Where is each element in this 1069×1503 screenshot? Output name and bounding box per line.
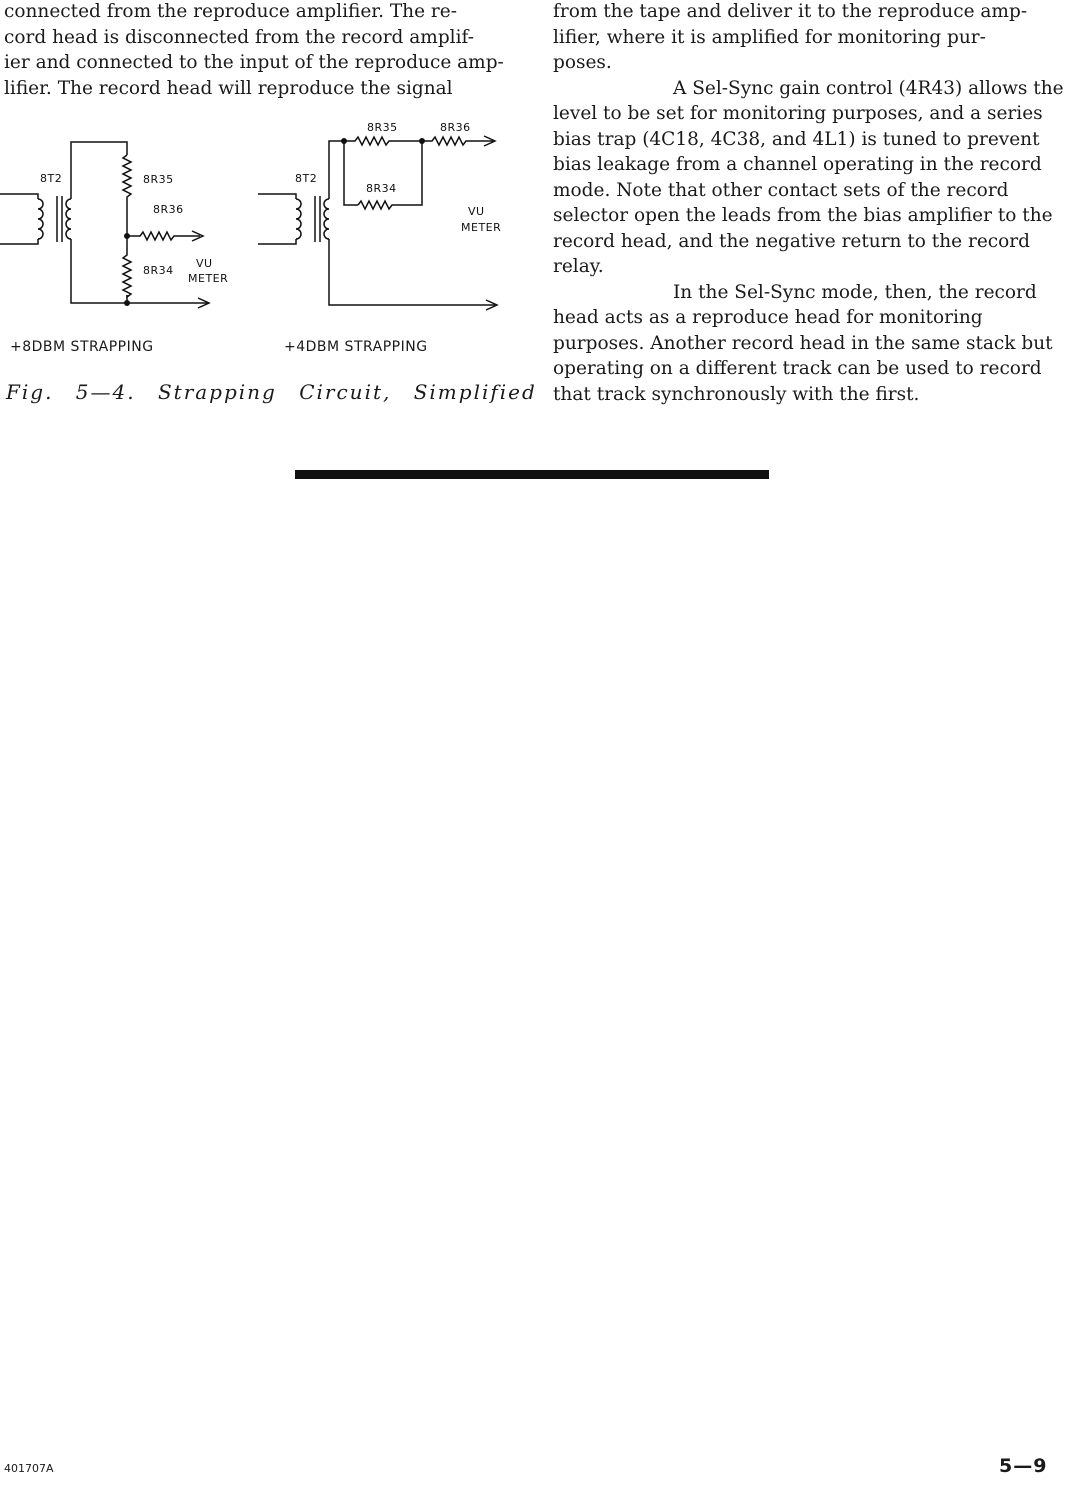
left-resistor-8r34 [123, 236, 131, 297]
left-label-meter: METER [188, 272, 229, 285]
left-label-8r34: 8R34 [143, 264, 174, 277]
left-line-4: lifier. The record head will reproduce the signal [4, 77, 453, 99]
left-transformer-primary-coil [38, 199, 43, 239]
page-number: 5—9 [999, 1455, 1048, 1477]
right-label-8r36: 8R36 [440, 121, 471, 134]
left-line-1: connected from the reproduce amplifier. The re- [4, 1, 457, 22]
left-column-text [4, 0, 524, 101]
left-resistor-8r35 [123, 155, 131, 236]
sel-sync-mode-paragraph: In the Sel-Sync mode, then, the record head acts as a reproduce head for monitoring purposes. Another record head in the same stack but operating on a different track can be used to record that track synchronously with the first. [553, 281, 1053, 405]
right-label-vu: VU [468, 205, 485, 218]
left-label-8r35: 8R35 [143, 173, 174, 186]
left-transformer-primary-lead [0, 194, 38, 244]
left-transformer-secondary-coil [66, 199, 71, 239]
left-label-8r36: 8R36 [153, 203, 184, 216]
section-divider-rule [295, 470, 769, 479]
sel-sync-gain-paragraph: A Sel-Sync gain control (4R43) allows the level to be set for monitoring purposes, and a series bias trap (4C18, 4C38, and 4L1) is tuned to prevent bias leakage from a channel operating in the record mode. Note that other contact sets of the record selector open the leads from the bias amplifier to the record head, and the negative return to the record relay. [553, 77, 1064, 277]
left-strapping-label: +8DBM STRAPPING [10, 339, 154, 355]
left-label-8t2: 8T2 [40, 172, 63, 185]
left-resistor-8r36 [127, 232, 200, 240]
right-label-meter: METER [461, 221, 502, 234]
right-line-2: lifier, where it is amplified for monitoring pur- [553, 26, 986, 48]
right-line-1: from the tape and deliver it to the reproduce amp- [553, 1, 1028, 22]
right-column-text [553, 0, 1069, 407]
left-line-3: ier and connected to the input of the reproduce amp- [4, 52, 504, 73]
left-line-2: cord head is disconnected from the record amplif- [4, 26, 474, 48]
figure-caption: Fig. 5—4. Strapping Circuit, Simplified [6, 380, 537, 404]
document-number: 401707A [4, 1462, 54, 1475]
right-label-8r35: 8R35 [367, 121, 398, 134]
right-label-8r34: 8R34 [366, 182, 397, 195]
right-resistor-8r36 [422, 137, 493, 145]
right-line-3: poses. [553, 52, 612, 73]
right-strapping-label: +4DBM STRAPPING [284, 339, 428, 355]
right-resistor-8r34 [358, 141, 422, 209]
right-label-8t2: 8T2 [295, 172, 318, 185]
left-label-vu: VU [196, 257, 213, 270]
right-resistor-8r35 [344, 137, 422, 145]
strapping-circuit-diagram [0, 110, 530, 335]
